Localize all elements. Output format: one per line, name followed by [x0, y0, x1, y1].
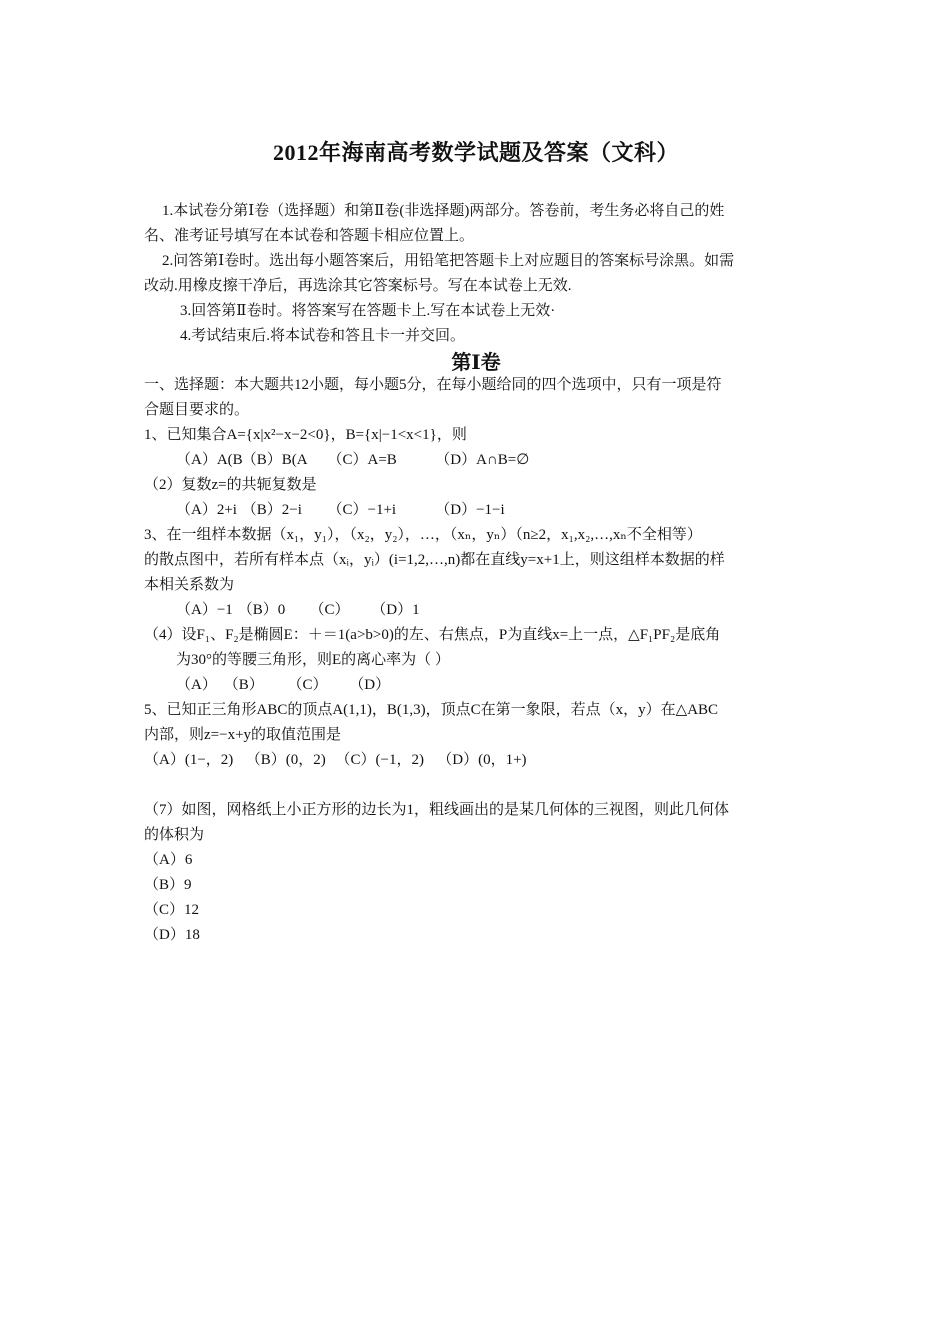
q3-option-c: （C）	[309, 602, 350, 618]
q1-option-b: （B）B(A	[241, 452, 308, 468]
q4-option-d: （D）	[349, 677, 391, 693]
q4-option-c: （C）	[287, 677, 328, 693]
question-3-options	[176, 600, 420, 620]
q3-option-b: （B）0	[237, 602, 286, 618]
question-4-stem-1: （4）设F₁、F₂是椭圆E：＋＝1(a>b>0)的左、右焦点，P为直线x=上一点，△F₁PF₂是底角	[144, 627, 721, 643]
section-intro-2: 合题目要求的。	[144, 402, 250, 418]
q3-option-d: （D）1	[371, 602, 420, 618]
q4-option-a: （A）	[176, 677, 217, 693]
section-title: 第Ⅰ卷	[451, 352, 501, 374]
question-1-options	[176, 450, 529, 470]
q7-option-a: （A）6	[144, 852, 193, 868]
question-4-options	[176, 675, 390, 695]
question-5-options	[144, 750, 527, 770]
q7-option-c: （C）12	[144, 902, 200, 918]
question-7-stem-2: 的体积为	[144, 827, 205, 843]
q1-option-d: （D）A∩B=∅	[435, 452, 530, 468]
q1-option-c: （C）A=B	[327, 452, 397, 468]
instruction-2a: 2.问答第Ⅰ卷时。选出每小题答案后，用铅笔把答题卡上对应题目的答案标号涂黑。如需	[162, 253, 735, 269]
q1-option-a: （A）A(B	[176, 452, 243, 468]
q7-option-d: （D）18	[144, 927, 200, 943]
instruction-3: 3.回答第Ⅱ卷时。将答案写在答题卡上.写在本试卷上无效·	[180, 303, 556, 319]
q2-option-d: （D）−1−i	[435, 502, 505, 518]
question-5-stem-2: 内部，则z=−x+y的取值范围是	[144, 727, 342, 743]
q5-option-b: （B）(0，2)	[245, 752, 326, 768]
question-3-stem-2: 的散点图中，若所有样本点（xᵢ，yᵢ）(i=1,2,…,n)都在直线y=x+1上，则这组样本数据的样	[144, 552, 725, 568]
q2-option-a: （A）2+i	[176, 502, 237, 518]
instruction-1b: 名、准考证号填写在本试卷和答题卡相应位置上。	[144, 228, 475, 244]
instruction-4: 4.考试结束后.将本试卷和答且卡一并交回。	[180, 328, 466, 344]
instruction-1a: 1.本试卷分第Ⅰ卷（选择题）和第Ⅱ卷(非选择题)两部分。答卷前，考生务必将自己的姓	[162, 203, 725, 219]
q5-option-c: （C）(−1，2)	[335, 752, 424, 768]
question-1-stem: 1、已知集合A={x|x²−x−2<0}，B={x|−1<x<1}，则	[144, 427, 467, 443]
instruction-2b: 改动.用橡皮擦干净后，再选涂其它答案标号。写在本试卷上无效.	[144, 278, 572, 294]
question-4-stem-2: 为30°的等腰三角形，则E的离心率为（ ）	[176, 652, 450, 668]
section-intro-1: 一、选择题：本大题共12小题，每小题5分，在每小题给同的四个选项中，只有一项是符	[144, 377, 722, 393]
question-3-stem-3: 本相关系数为	[144, 577, 235, 593]
question-3-stem-1: 3、在一组样本数据（x₁，y₁），（x₂，y₂），…，（xₙ，yₙ）（n≥2，x₁,x₂,…,xₙ不全相等）	[144, 527, 702, 543]
question-2-stem: （2）复数z=的共轭复数是	[144, 477, 317, 493]
question-2-options	[176, 500, 505, 520]
question-7-stem-1: （7）如图，网格纸上小正方形的边长为1，粗线画出的是某几何体的三视图，则此几何体	[144, 802, 730, 818]
q2-option-b: （B）2−i	[241, 502, 302, 518]
q2-option-c: （C）−1+i	[327, 502, 397, 518]
q4-option-b: （B）	[223, 677, 264, 693]
q5-option-a: （A）(1−，2)	[144, 752, 234, 768]
q7-option-b: （B）9	[144, 877, 192, 893]
question-5-stem-1: 5、已知正三角形ABC的顶点A(1,1)，B(1,3)，顶点C在第一象限，若点（x，y）在△ABC	[144, 702, 719, 718]
q5-option-d: （D）(0，1+)	[437, 752, 527, 768]
document-title: 2012年海南高考数学试题及答案（文科）	[272, 140, 679, 165]
q3-option-a: （A）−1	[176, 602, 233, 618]
